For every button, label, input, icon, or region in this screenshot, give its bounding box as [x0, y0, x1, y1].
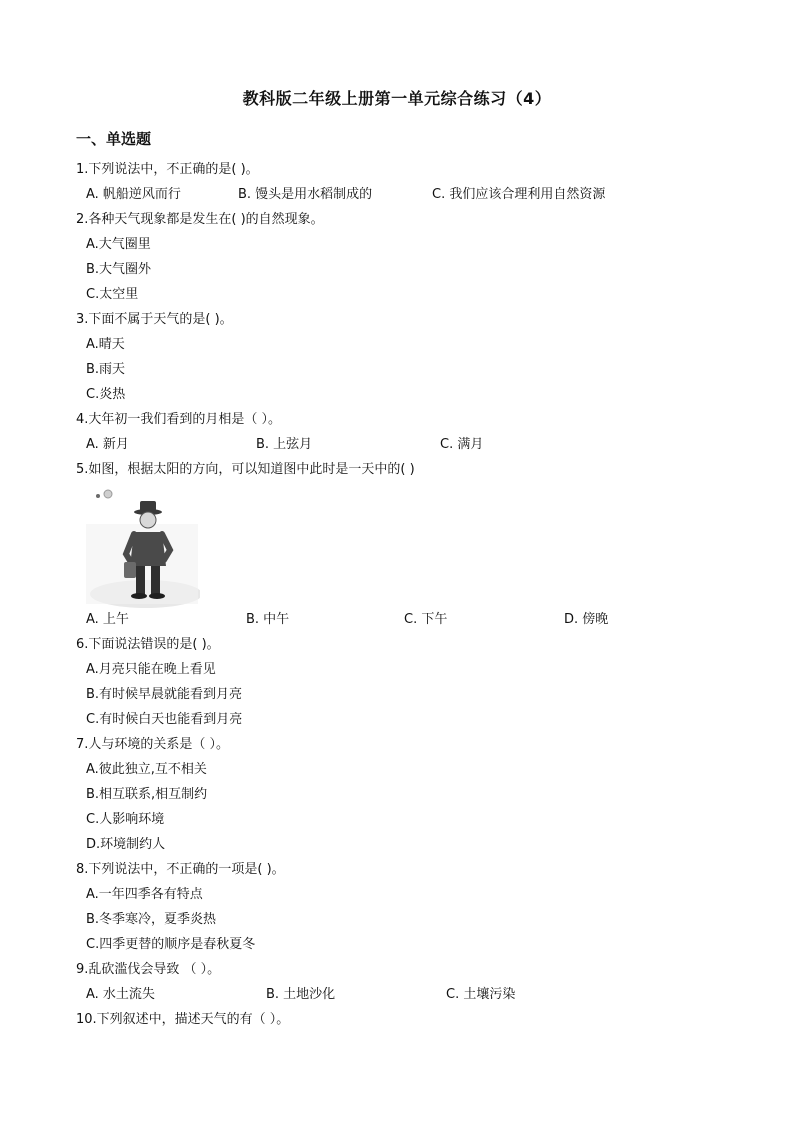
q2-option-c: C.太空里 [86, 287, 139, 302]
question-10: 10.下列叙述中，描述天气的有（ ）。 [76, 1012, 290, 1027]
q8-option-a: A.一年四季各有特点 [86, 887, 203, 902]
q2-option-a: A.大气圈里 [86, 237, 151, 252]
q4-option-c: C. 满月 [440, 437, 484, 452]
q5-option-b: B. 中午 [246, 612, 290, 627]
question-6: 6.下面说法错误的是( )。 [76, 637, 220, 652]
question-5: 5.如图，根据太阳的方向，可以知道图中此时是一天中的( ) [76, 462, 415, 477]
q5-option-d: D. 傍晚 [564, 612, 609, 627]
q3-option-c: C.炎热 [86, 387, 126, 402]
q9-option-a: A. 水土流失 [86, 987, 155, 1002]
question-9: 9.乱砍滥伐会导致 （ ）。 [76, 962, 221, 977]
q6-option-b: B.有时候早晨就能看到月亮 [86, 687, 243, 702]
q4-option-b: B. 上弦月 [256, 437, 313, 452]
q8-option-c: C.四季更替的顺序是春秋夏冬 [86, 937, 256, 952]
question-2: 2.各种天气现象都是发生在( )的自然现象。 [76, 212, 324, 227]
page-title: 教科版二年级上册第一单元综合练习（4） [242, 89, 552, 108]
q6-option-c: C.有时候白天也能看到月亮 [86, 712, 243, 727]
q5-option-c: C. 下午 [404, 612, 448, 627]
q4-option-a: A. 新月 [86, 437, 129, 452]
q3-option-a: A.晴天 [86, 337, 125, 352]
q1-option-c: C. 我们应该合理利用自然资源 [432, 187, 606, 202]
q6-option-a: A.月亮只能在晚上看见 [86, 662, 216, 677]
q9-option-c: C. 土壤污染 [446, 987, 516, 1002]
q2-option-b: B.大气圈外 [86, 262, 152, 277]
q9-option-b: B. 土地沙化 [266, 987, 336, 1002]
question-7: 7.人与环境的关系是（ ）。 [76, 737, 230, 752]
q1-option-a: A. 帆船逆风而行 [86, 187, 181, 202]
q8-option-b: B.冬季寒冷，夏季炎热 [86, 912, 217, 927]
section-heading: 一、单选题 [76, 130, 152, 148]
q7-option-d: D.环境制约人 [86, 837, 166, 852]
q1-option-b: B. 馒头是用水稻制成的 [238, 187, 373, 202]
figure-man-with-sun [84, 484, 200, 608]
question-8: 8.下列说法中，不正确的一项是( )。 [76, 862, 285, 877]
q7-option-a: A.彼此独立,互不相关 [86, 762, 207, 777]
q7-option-c: C.人影响环境 [86, 812, 165, 827]
q5-option-a: A. 上午 [86, 612, 129, 627]
question-4: 4.大年初一我们看到的月相是（ ）。 [76, 412, 282, 427]
q7-option-b: B.相互联系,相互制约 [86, 787, 208, 802]
question-1: 1.下列说法中，不正确的是( )。 [76, 162, 259, 177]
question-3: 3.下面不属于天气的是( )。 [76, 312, 233, 327]
q3-option-b: B.雨天 [86, 362, 126, 377]
